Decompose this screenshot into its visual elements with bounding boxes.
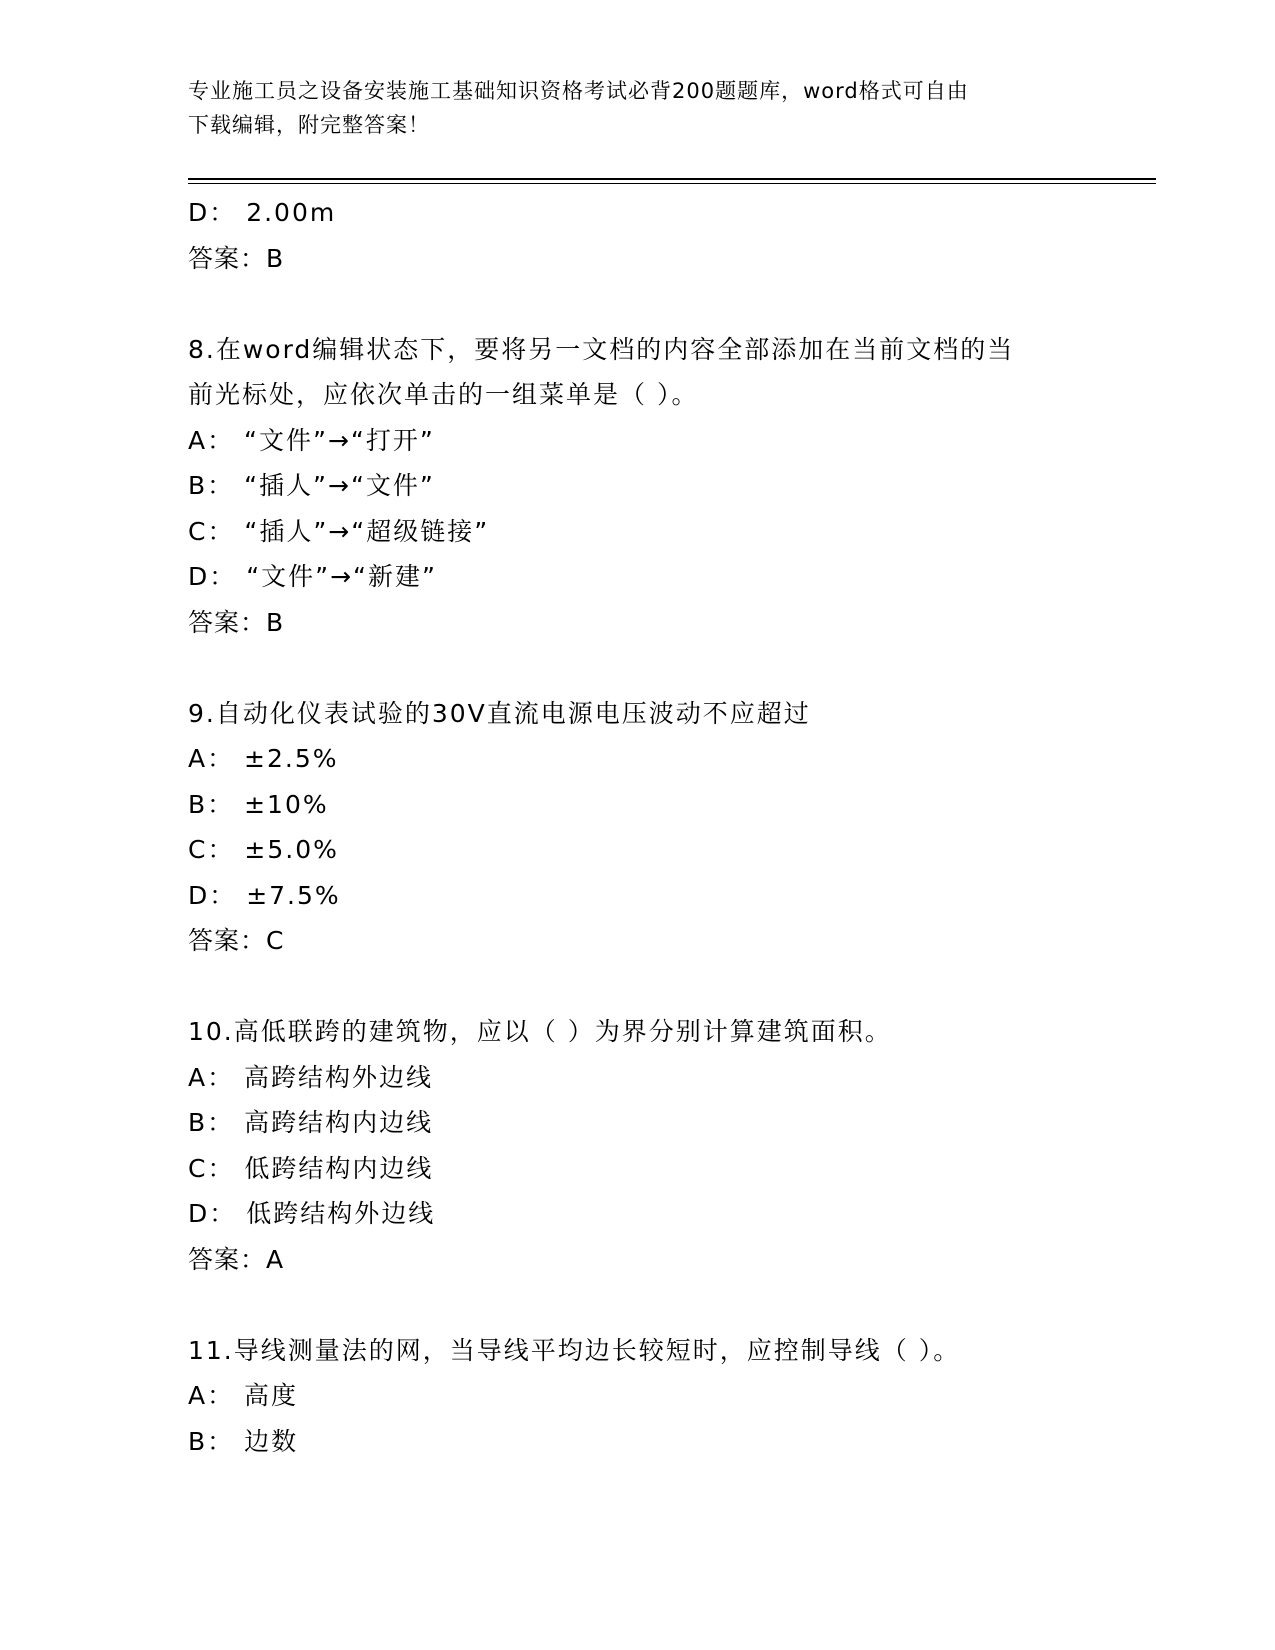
spacer <box>188 645 1088 691</box>
question-11 <box>188 1328 1088 1465</box>
question-stem: 11.导线测量法的网，当导线平均边长较短时，应控制导线（ ）。 <box>188 1335 961 1365</box>
spacer <box>188 281 1088 327</box>
question-stem-cont: 前光标处，应依次单击的一组菜单是（ ）。 <box>188 380 699 409</box>
answer-line: 答案：A <box>188 1244 285 1274</box>
option-d: D： 2.00m <box>188 198 337 227</box>
header-line-1: 专业施工员之设备安装施工基础知识资格考试必背200题题库，word格式可自由 <box>188 79 969 103</box>
header-line-2: 下载编辑，附完整答案！ <box>188 113 430 137</box>
option-a: A： ±2.5% <box>188 744 339 773</box>
question-9 <box>188 691 1088 964</box>
option-b: B： ±10% <box>188 789 329 819</box>
answer-line: 答案：B <box>188 607 285 637</box>
question-stem: 9.自动化仪表试验的30V直流电源电压波动不应超过 <box>188 698 811 728</box>
spacer <box>188 1282 1088 1328</box>
option-a: A： 高度 <box>188 1381 299 1410</box>
option-b: B： “插人”→“文件” <box>188 471 435 500</box>
option-a: A： “文件”→“打开” <box>188 425 435 455</box>
question-stem: 8.在word编辑状态下，要将另一文档的内容全部添加在当前文档的当 <box>188 334 1015 364</box>
question-8 <box>188 327 1088 646</box>
question-10 <box>188 1009 1088 1282</box>
document-header <box>188 74 1068 142</box>
question-7-tail <box>188 190 1088 281</box>
header-rule-thick <box>188 178 1156 180</box>
answer-line: 答案：B <box>188 243 285 273</box>
header-rule-thin <box>188 183 1156 184</box>
option-c: C： ±5.0% <box>188 835 339 864</box>
spacer <box>188 964 1088 1010</box>
option-d: D： 低跨结构外边线 <box>188 1199 436 1228</box>
option-b: B： 边数 <box>188 1426 299 1456</box>
option-d: D： “文件”→“新建” <box>188 562 437 591</box>
option-b: B： 高跨结构内边线 <box>188 1108 434 1137</box>
option-a: A： 高跨结构外边线 <box>188 1062 434 1092</box>
question-stem: 10.高低联跨的建筑物，应以（ ）为界分别计算建筑面积。 <box>188 1017 892 1046</box>
option-c: C： 低跨结构内边线 <box>188 1153 434 1183</box>
option-c: C： “插人”→“超级链接” <box>188 516 490 546</box>
answer-line: 答案：C <box>188 926 285 955</box>
question-list <box>188 190 1088 1464</box>
option-d: D： ±7.5% <box>188 880 341 910</box>
